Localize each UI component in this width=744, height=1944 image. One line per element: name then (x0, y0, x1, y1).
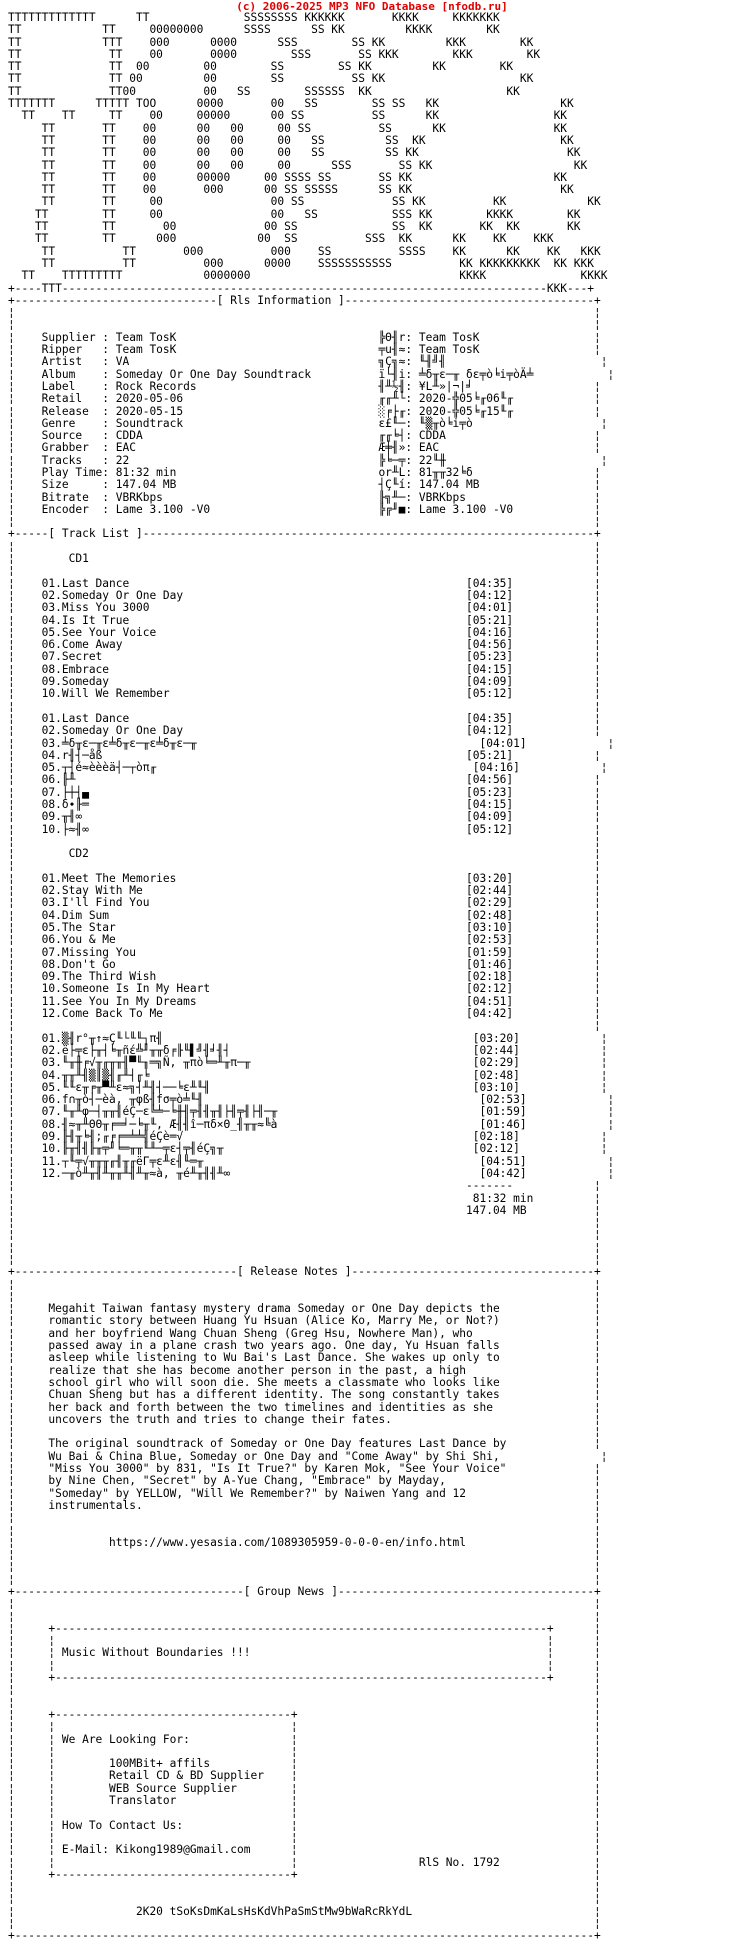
nfo-line: ¦ ¦ ¦ ¦ (8, 1744, 601, 1758)
nfo-line: ¦ ¦ (8, 1597, 601, 1611)
nfo-line: ¦ Retail : 2020-05-06 ╓╓╨└: 2020-╬05╘╓06╙╓ ¦ (8, 392, 601, 406)
nfo-line: ¦ ¦ ¦ ¦ (8, 1658, 601, 1672)
nfo-line: ¦ ¦ ¦ ¦ (8, 1830, 601, 1844)
nfo-line: ¦ Wu Bai & China Blue, Someday or One Day and "Come Away" by Shi Shi, ¦ (8, 1449, 608, 1463)
nfo-line: ¦ 05.See Your Voice [04:16] ¦ (8, 625, 601, 639)
nfo-line: ¦ 12.─╥ò╨╥╢╨╥╥╨╢╨╥≈à, ╥é╨╥╢╢╨∞ [04:42] ¦ (8, 1166, 615, 1180)
nfo-line: ¦ ¦ 100MBit+ affils ¦ ¦ (8, 1757, 601, 1771)
nfo-line: +----TTT------------------------------------------------------------------------KKK---+ (8, 281, 594, 295)
nfo-line: ¦ 03.Miss You 3000 [04:01] ¦ (8, 601, 601, 615)
nfo-line: TTTTTTT TTTTT TOO 0000 00 SS SS SS KK KK (8, 97, 574, 111)
nfo-line: ¦ 08.Don't Go [01:46] ¦ (8, 957, 601, 971)
nfo-line: ¦ instrumentals. ¦ (8, 1498, 601, 1512)
nfo-line: ¦ realize that she has become another person in the past, a high ¦ (8, 1363, 601, 1377)
nfo-line: ¦ Play Time: 81:32 min or╨L: 81╥╥32╘δ ¦ (8, 465, 601, 479)
nfo-line: ¦ 07.├┼┤▄ [05:23] ¦ (8, 785, 601, 799)
nfo-line: ¦ 06.You & Me [02:53] ¦ (8, 933, 601, 947)
nfo-line: ¦ Size : 147.04 MB ┤Ç╙í: 147.04 MB ¦ (8, 478, 601, 492)
nfo-line: ¦ ¦ How To Contact Us: ¦ ¦ (8, 1818, 601, 1832)
nfo-line: ¦ ¦ ¦ RlS No. 1792 ¦ (8, 1855, 601, 1869)
nfo-line: ¦ ¦ WEB Source Supplier ¦ ¦ (8, 1781, 601, 1795)
nfo-line: ¦ uncovers the truth and tries to change their fates. ¦ (8, 1412, 601, 1426)
nfo-line: TT TTT 000 0000 SSS SS KK KKK KK (8, 35, 534, 49)
nfo-line: ¦ 04.╥╥╨╢▒║▒╢╓╨┤╓╘ [02:48] ¦ (8, 1068, 608, 1082)
nfo-line: ¦ 01.Meet The Memories [03:20] ¦ (8, 871, 601, 885)
nfo-line: ¦ Genre : Soundtrack ε£╙─: ╙▒╥ò╘i╤ò ¦ (8, 416, 608, 430)
nfo-line: TT TT 00 0000 SSS SS KKK KKK KK (8, 47, 541, 61)
nfo-line: ¦ +-------------------------------------------------------------------------+ ¦ (8, 1671, 601, 1685)
nfo-line: ¦ ¦ (8, 1683, 601, 1697)
site-credit: (c) 2006-2025 MP3 NFO Database [nfodb.ru] (236, 0, 508, 13)
nfo-line: ¦ 12.Come Back To Me [04:42] ¦ (8, 1007, 601, 1021)
nfo-line: ¦ ¦ (8, 699, 601, 713)
nfo-line: ¦ 02.Stay With Me [02:44] ¦ (8, 884, 601, 898)
nfo-line: ¦ ¦ (8, 1216, 601, 1230)
nfo-line: ¦ romantic story between Huang Yu Hsuan (Alice Ko, Marry Me, or Not?) ¦ (8, 1314, 601, 1328)
nfo-line: ¦ 04.r╢┤─åß [05:21] ¦ (8, 748, 601, 762)
nfo-line: ¦ 11.See You In My Dreams [04:51] ¦ (8, 994, 601, 1008)
nfo-line: TT TT 00 00 00 00 SS SS KK KK (41, 146, 581, 160)
nfo-line: ¦ ¦ (8, 306, 601, 320)
nfo-line: ¦ ¦ (8, 1560, 601, 1574)
nfo-line: ¦ ¦ (8, 539, 601, 553)
nfo-line: ¦ 09.Someday [04:09] ¦ (8, 675, 601, 689)
nfo-line: ¦ ¦ Translator ¦ ¦ (8, 1794, 601, 1808)
nfo-line: ¦ 04.Dim Sum [02:48] ¦ (8, 908, 601, 922)
nfo-line: ¦ 03.I'll Find You [02:29] ¦ (8, 896, 601, 910)
nfo-line: ¦ Ripper : Team TosK ╤u╢≈: Team TosK ¦ (8, 343, 601, 357)
nfo-line: TT TT 00 00 SS SS KK KK KK (8, 60, 514, 74)
nfo-line: ¦ 04.Is It True [05:21] ¦ (8, 613, 601, 627)
nfo-line: ¦ Bitrate : VBRKbps ╟╗╨─: VBRKbps ¦ (8, 490, 601, 504)
nfo-line: ¦ ¦ ¦ ¦ (8, 1720, 601, 1734)
nfo-line: ¦ 02.Someday Or One Day [04:12] ¦ (8, 588, 601, 602)
nfo-line: ¦ school girl who will soon die. She meets a classmate who looks like ¦ (8, 1375, 601, 1389)
nfo-line: ¦ and her boyfriend Wang Chuan Sheng (Greg Hsu, Nowhere Man), who ¦ (8, 1326, 601, 1340)
nfo-line: ¦ ¦ (8, 1277, 601, 1291)
nfo-line: TT TT 00 00 00 00 SSS SS KK KK (41, 158, 588, 172)
nfo-line: ¦ "Miss You 3000" by 831, "Is It True?" by Karen Mok, "See Your Voice" ¦ (8, 1462, 601, 1476)
nfo-line: TT TT 00 000 00 SS SSSSS SS KK KK (41, 183, 574, 197)
nfo-line: ¦ CD1 ¦ (8, 552, 601, 566)
nfo-line: TT TT 00000000 SSSS SS KK KKKK KK (8, 23, 500, 37)
nfo-line: ¦ 05.┬┤é≈èèèä┤─┬òπ╓ [04:16] ¦ (8, 761, 608, 775)
nfo-line: ¦ ¦ (8, 564, 601, 578)
nfo-line: +-----[ Track List ]-------------------------------------------------------------------+ (8, 527, 601, 541)
nfo-line: ¦ CD2 ¦ (8, 847, 601, 861)
nfo-line: ¦ 10.╟╥╢╢╟╥╤╜╘═╥╥╙╨─╤ε┤╤╢éÇ╗╥ [02:12] ¦ (8, 1142, 608, 1156)
nfo-line: TT TT 000 000 SS SSSS KK KK KK KKK (41, 244, 601, 258)
nfo-line: ¦ 06.Come Away [04:56] ¦ (8, 638, 601, 652)
nfo-line: ¦ 03.╧δ╥ε─╥ε╧δ╥ε─╥ε╧δ╥ε─╥ [04:01] ¦ (8, 736, 615, 750)
nfo-line: ¦ ¦ (8, 1289, 601, 1303)
nfo-line: TT TT00 00 SS SSSSSS KK KK (8, 84, 520, 98)
nfo-line: ¦ 10.├≈╢∞ [05:12] ¦ (8, 822, 601, 836)
nfo-line: ¦ 03.╙╥╫╒√╥╓╥╥╢▀╙╖═╗Ñ, ╥πò╘═╨╥π─╥ [02:29] ¦ (8, 1056, 608, 1070)
nfo-line: ¦ 01.Last Dance [04:35] ¦ (8, 711, 601, 725)
nfo-line: ¦ https://www.yesasia.com/1089305959-0-0-0-en/info.html ¦ (8, 1535, 601, 1549)
nfo-line: ¦ ¦ Retail CD & BD Supplier ¦ ¦ (8, 1769, 601, 1783)
nfo-line: ¦ ¦ (8, 1228, 601, 1242)
nfo-line: ¦ 05.╙╙ε╥╒╥▀╨ε≈╗┤╨╢┤──╘ε╨╙╢ [03:10] ¦ (8, 1080, 608, 1094)
nfo-line: ¦ Supplier : Team TosK ╠Θ╢r: Team TosK ¦ (8, 330, 601, 344)
nfo-line: ¦ ¦ (8, 1425, 601, 1439)
nfo-line: ¦ ¦ (8, 318, 601, 332)
nfo-text (8, 12, 614, 1943)
nfo-line: +------------------------------[ Rls Information ]-------------------------------------+ (8, 293, 601, 307)
nfo-line: ¦ ¦ (8, 1523, 601, 1537)
nfo-line: ¦ Encoder : Lame 3.100 -V0 ╠╔╜■: Lame 3.100 -V0 ¦ (8, 502, 601, 516)
nfo-line: ¦ 01.▒╢r°╥↑≈Ç╙└╙╙┐π╢ [03:20] ¦ (8, 1031, 608, 1045)
nfo-line: ¦ ¦ (8, 1511, 601, 1525)
nfo-line: ¦ Release : 2020-05-15 ░╒├╓: 2020-╬05╘╓15╙╓ ¦ (8, 404, 601, 418)
nfo-line: ¦ +-----------------------------------+ ¦ (8, 1867, 601, 1881)
nfo-line: ¦ ¦ (8, 1572, 601, 1586)
nfo-line: TT TT 000 0000 SSSSSSSSSSS KK KKKKKKKKK KK KKK (41, 256, 594, 270)
nfo-line: ¦ asleep while listening to Wu Bai's Last Dance. She wakes up only to ¦ (8, 1351, 601, 1365)
nfo-line: TT TT 000 00 SS SSS KK KK KK KKK (34, 232, 554, 246)
nfo-line: ¦ Label : Rock Records ╢╨½╢: ¥L╨»|¬|╛ ¦ (8, 379, 601, 393)
nfo-line: TT TT TT 00 00000 00 SS SS KK KK (21, 109, 568, 123)
nfo-line: +---------------------------------[ Release Notes ]------------------------------------+ (8, 1265, 601, 1279)
nfo-line: +--------------------------------------------------------------------------------------+ (8, 1929, 601, 1943)
nfo-line: ¦ Artist : VA ╗Ç╗≈: ╙╢╝╢ ¦ (8, 355, 608, 369)
nfo-line: ¦ "Someday" by YELLOW, "Will We Remember?" by Naiwen Yang and 12 ¦ (8, 1486, 601, 1500)
nfo-line: ¦ ¦ We Are Looking For: ¦ ¦ (8, 1732, 601, 1746)
nfo-line: ¦ 2K20 tSoKsDmKaLsHsKdVhPaSmStMw9bWaRcRkYdL ¦ (8, 1904, 601, 1918)
nfo-line: ¦ ¦ (8, 1695, 601, 1709)
nfo-line: ¦ ¦ (8, 859, 601, 873)
nfo-line: ¦ 02.ë├╤ε├╥┤╘╥ñέ╩╜╥╥δ╒╟╙▌╝╢╛╢┤ [02:44] ¦ (8, 1043, 608, 1057)
nfo-line: ¦ ¦ (8, 1917, 601, 1931)
nfo-line: ¦ ------- ¦ (8, 1179, 601, 1193)
nfo-line: ¦ passed away in a plane crash two years ago. One day, Yu Hsuan falls ¦ (8, 1339, 601, 1353)
nfo-line: ¦ Chuan Sheng but has a different identity. The song constantly takes ¦ (8, 1388, 601, 1402)
nfo-line: ¦ 10.Someone Is In My Heart [02:12] ¦ (8, 982, 601, 996)
nfo-line: ¦ ¦ ¦ ¦ (8, 1806, 601, 1820)
nfo-line: TT TT 00 00 SS SSS KK KKKK KK (34, 207, 581, 221)
nfo-line: ¦ 07.Missing You [01:59] ¦ (8, 945, 601, 959)
nfo-line: ¦ 07.Secret [05:23] ¦ (8, 650, 601, 664)
nfo-line: TT TT 00 00 00 00 SS SS KK KK (41, 133, 574, 147)
nfo-line: ¦ Grabber : EAC Æ╪╢»: EAC ¦ (8, 441, 601, 455)
nfo-line: +----------------------------------[ Group News ]--------------------------------------+ (8, 1585, 601, 1598)
nfo-line: ¦ 11.┬╙╤√╥╥╥╓╢╥╓ëΓ╤ε╨ε╢╙═╥ [04:51] ¦ (8, 1154, 615, 1168)
nfo-line: ¦ 09.The Third Wish [02:18] ¦ (8, 970, 601, 984)
nfo-line: TT TT 00 00000 00 SSSS SS SS KK KK (41, 170, 568, 184)
nfo-line: TT TT 00 00 00 00 SS SS KK KK (41, 121, 568, 135)
nfo-line: ¦ ¦ (8, 1609, 601, 1623)
nfo-line: TT TT 00 00 SS SS KK KK KK (41, 195, 601, 209)
nfo-line: ¦ 08.Embrace [04:15] ¦ (8, 662, 601, 676)
nfo-line: TTTTTTTTTTTTT TT SSSSSSSS KKKKKK KKKK KKKKKKK (8, 11, 500, 24)
nfo-line: ¦ 07.╙╥╨φ─┤╥╥╢éÇ─ε╚╧─╘╫╢╤╢╢╥╢├╢╤╢├╢─╥ [01:59] ¦ (8, 1105, 615, 1119)
nfo-line: ¦ 06.f∩╥ò┤─èà, ╥φß╢fσ╤ò╧╙╢ [02:53] ¦ (8, 1093, 615, 1107)
nfo-line: ¦ ¦ (8, 1019, 601, 1033)
nfo-line: ¦ Megahit Taiwan fantasy mystery drama Someday or One Day depicts the ¦ (8, 1302, 601, 1316)
nfo-line: ¦ 08.╢≈╥╨ΘΘ╥╒═╛─╘╥╙, Æ╢╢î─πδ×Θ_╢╥╥≈╚à [01:46] ¦ (8, 1117, 615, 1131)
nfo-line: ¦ ¦ Music Without Boundaries !!! ¦ ¦ (8, 1646, 601, 1660)
nfo-line: ¦ +-------------------------------------------------------------------------+ ¦ (8, 1621, 601, 1635)
nfo-line: ¦ ¦ ¦ ¦ (8, 1634, 601, 1648)
nfo-line: ¦ ¦ (8, 1892, 601, 1906)
nfo-line: ¦ ¦ (8, 834, 601, 848)
nfo-line: ¦ 05.The Star [03:10] ¦ (8, 920, 601, 934)
nfo-line: ¦ ¦ (8, 515, 601, 529)
nfo-line: ¦ 147.04 MB ¦ (8, 1203, 601, 1217)
nfo-line: ¦ 02.Someday Or One Day [04:12] ¦ (8, 724, 601, 738)
nfo-line: ¦ The original soundtrack of Someday or One Day features Last Dance by ¦ (8, 1437, 601, 1451)
nfo-line: ¦ Tracks : 22 ╠╘─╤: 22╙╫ ¦ (8, 453, 608, 467)
nfo-line: ¦ 06.╟╨ [04:56] ¦ (8, 773, 601, 787)
nfo-line: ¦ Album : Someday Or One Day Soundtrack ï└╢i: ╧δ╥ε─╥ δε╤ò╘i╤òÄ╧ ¦ (8, 367, 615, 381)
nfo-line: TT TT 00 00 SS SS KK KK KK KK (34, 220, 581, 234)
nfo-line: ¦ 10.Will We Remember [05:12] ¦ (8, 687, 601, 701)
nfo-line: ¦ by Nine Chen, "Secret" by A-Yue Chang, "Embrace" by Mayday, ¦ (8, 1474, 601, 1488)
nfo-line: ¦ 08.δ∙╟═ [04:15] ¦ (8, 798, 601, 811)
nfo-line: ¦ Source : CDDA ╓╓╘┤: CDDA ¦ (8, 429, 601, 443)
nfo-line: ¦ her back and forth between the two timelines and identities as she ¦ (8, 1400, 601, 1414)
nfo-line: TT TTTTTTTTT 0000000 KKKK KKKK (21, 269, 608, 283)
nfo-line: ¦ 09.╟╢╥╘╢;╓╒╒═╧╧╣éÇè═√ [02:18] ¦ (8, 1130, 608, 1144)
nfo-line: ¦ ¦ E-Mail: Kikong1989@Gmail.com ¦ ¦ (8, 1843, 601, 1857)
nfo-line: ¦ ¦ (8, 1240, 601, 1254)
nfo-line: ¦ 09.╥╢∞ [04:09] ¦ (8, 810, 601, 824)
nfo-line: TT TT 00 00 SS SS KK KK (8, 72, 534, 86)
nfo-line: ¦ +-----------------------------------+ ¦ (8, 1707, 601, 1721)
nfo-line: ¦ 01.Last Dance [04:35] ¦ (8, 576, 601, 590)
nfo-line: ¦ ¦ (8, 1548, 601, 1562)
nfo-line: ¦ ¦ (8, 1880, 601, 1894)
nfo-line: ¦ 81:32 min ¦ (8, 1191, 601, 1205)
nfo-line: ¦ ¦ (8, 1252, 601, 1266)
